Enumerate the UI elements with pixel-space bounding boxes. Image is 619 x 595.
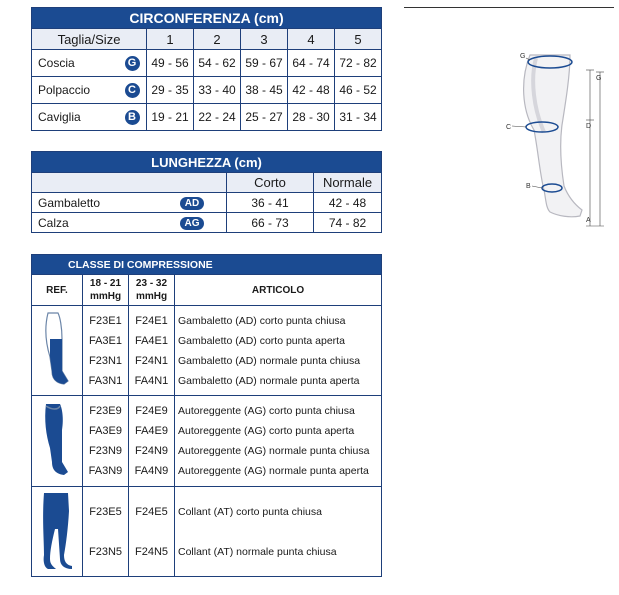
table-row: F23E1 FA3E1 F23N1 FA3N1 F24E1 FA4E1 F24N1 FA4N1 Gambaletto (AD) corto punta chiusa Gambaletto (AD) corto punta aperta Gambaletto (AD) normale punta chiusa Gambaletto (AD) normale punta aperta	[32, 306, 382, 396]
table-row: F23E5 F23N5 F24E5 F24N5 Collant (AT) corto punta chiusa Collant (AT) normale punta chiusa	[32, 487, 382, 577]
cell: 46 - 52	[335, 77, 382, 104]
badge-ad: AD	[180, 197, 204, 210]
label-d: D	[586, 123, 592, 130]
cell: 72 - 82	[335, 50, 382, 77]
label-c: C	[506, 124, 512, 131]
leg-measurement-diagram	[500, 40, 610, 230]
table-row	[32, 50, 382, 77]
cell: 49 - 56	[147, 50, 194, 77]
label-a: A	[586, 217, 591, 224]
cell: 42 - 48	[288, 77, 335, 104]
size-header: Taglia/Size	[32, 29, 147, 50]
length-title: LUNGHEZZA (cm)	[32, 152, 382, 173]
cell: 19 - 21	[147, 104, 194, 131]
row-label: Gambaletto	[32, 193, 159, 213]
badge-g: G	[125, 56, 140, 71]
label-g: G	[520, 53, 526, 60]
row-label: Calza	[32, 213, 159, 233]
table-row: F23E9 FA3E9 F23N9 FA3N9 F24E9 FA4E9 F24N9 FA4N9 Autoreggente (AG) corto punta chiusa Autoreggente (AG) corto punta aperta Autoreggente (AG) normale punta chiusa Autoreggente (AG) normale punta aperta	[32, 396, 382, 487]
col-23-32: 23 - 32 mmHg	[129, 275, 175, 306]
circumference-title: CIRCONFERENZA (cm)	[32, 8, 382, 29]
thigh-stocking-icon	[32, 396, 83, 487]
badge-c: C	[125, 83, 140, 98]
cell: 29 - 35	[147, 77, 194, 104]
col-normale: Normale	[314, 173, 382, 193]
table-row	[32, 104, 382, 131]
tights-icon	[32, 487, 83, 577]
col-corto: Corto	[227, 173, 314, 193]
size-2: 2	[194, 29, 241, 50]
size-5: 5	[335, 29, 382, 50]
cell: 33 - 40	[194, 77, 241, 104]
cell: 64 - 74	[288, 50, 335, 77]
cell: 59 - 67	[241, 50, 288, 77]
badge-b: B	[125, 110, 140, 125]
cell: 31 - 34	[335, 104, 382, 131]
cell: 25 - 27	[241, 104, 288, 131]
cell: 54 - 62	[194, 50, 241, 77]
compression-table	[31, 254, 382, 577]
row-label: Caviglia	[32, 104, 119, 131]
table-row	[32, 77, 382, 104]
table-row	[32, 213, 382, 233]
cell: 36 - 41	[227, 193, 314, 213]
label-g-length: G	[596, 75, 602, 82]
cell: 38 - 45	[241, 77, 288, 104]
label-b: B	[526, 183, 531, 190]
col-18-21: 18 - 21 mmHg	[83, 275, 129, 306]
row-label: Coscia	[32, 50, 119, 77]
badge-ag: AG	[180, 217, 204, 230]
cell: 42 - 48	[314, 193, 382, 213]
row-label: Polpaccio	[32, 77, 119, 104]
length-table	[31, 151, 382, 233]
circumference-table	[31, 7, 382, 131]
cell: 66 - 73	[227, 213, 314, 233]
size-3: 3	[241, 29, 288, 50]
cell: 28 - 30	[288, 104, 335, 131]
col-ref: REF.	[32, 275, 83, 306]
knee-stocking-icon	[32, 306, 83, 396]
cell: 22 - 24	[194, 104, 241, 131]
size-1: 1	[147, 29, 194, 50]
table-row	[32, 193, 382, 213]
size-4: 4	[288, 29, 335, 50]
cell: 74 - 82	[314, 213, 382, 233]
compression-title: CLASSE DI COMPRESSIONE	[32, 255, 382, 275]
header-rule	[404, 7, 614, 8]
col-articolo: ARTICOLO	[175, 275, 382, 306]
